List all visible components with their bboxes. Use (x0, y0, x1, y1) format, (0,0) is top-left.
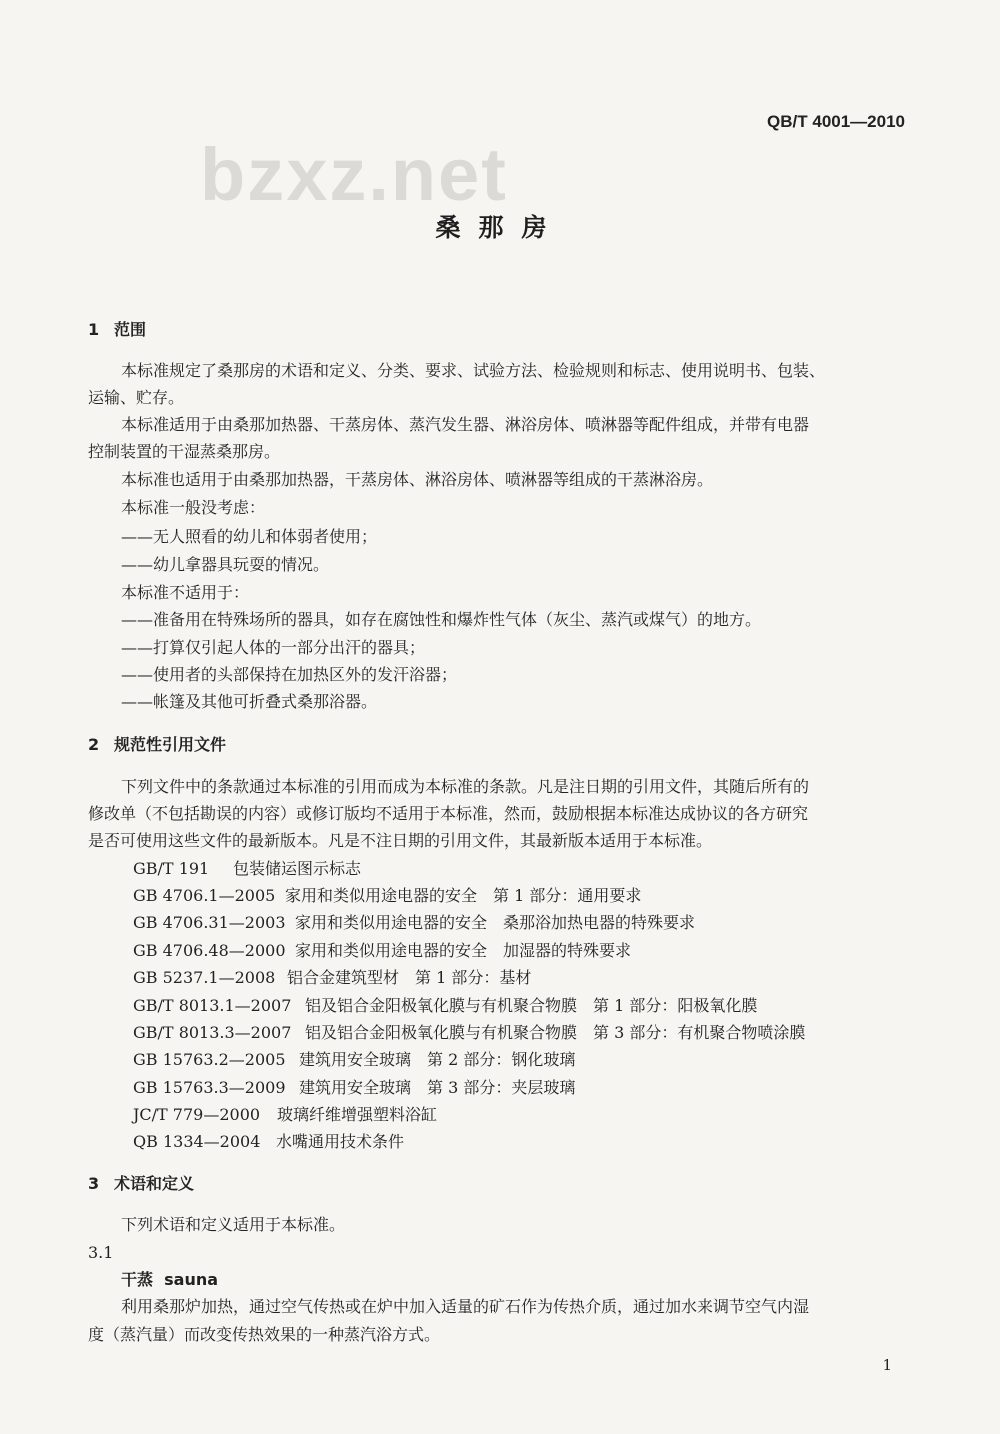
reference-item (133, 996, 757, 1016)
paragraph-line: 控制装置的干湿蒸桑那房。 (88, 442, 281, 461)
reference-item (133, 1105, 437, 1125)
reference-title: 铝及铝合金阳极氧化膜与有机聚合物膜 第 1 部分：阳极氧化膜 (305, 996, 758, 1015)
reference-code: GB/T 191 (133, 859, 210, 878)
reference-item (133, 1132, 404, 1152)
paragraph-line: 本标准一般没考虑： (121, 498, 266, 517)
clause-number: 3.1 (88, 1243, 114, 1262)
reference-title: 铝及铝合金阳极氧化膜与有机聚合物膜 第 3 部分：有机聚合物喷涂膜 (305, 1023, 806, 1042)
paragraph-line: 本标准也适用于由桑那加热器，干蒸房体、淋浴房体、喷淋器等组成的干蒸淋浴房。 (121, 470, 714, 489)
reference-code: GB 5237.1—2008 (133, 968, 276, 987)
paragraph-line: 修改单（不包括勘误的内容）或修订版均不适用于本标准，然而，鼓励根据本标准达成协议的各方研究 (88, 804, 809, 823)
definition-line: 度（蒸汽量）而改变传热效果的一种蒸汽浴方式。 (88, 1325, 441, 1344)
page-title: 桑那房 (435, 213, 565, 242)
reference-code: GB 15763.2—2005 (133, 1050, 286, 1069)
reference-item (133, 913, 695, 933)
list-item: ——准备用在特殊场所的器具，如存在腐蚀性和爆炸性气体（灰尘、蒸汽或煤气）的地方。 (121, 610, 762, 629)
watermark: bzxz.net (200, 133, 508, 216)
standard-code: QB/T 4001—2010 (767, 112, 905, 131)
list-item: ——使用者的头部保持在加热区外的发汗浴器； (121, 665, 458, 684)
reference-item (133, 1050, 575, 1070)
list-item: ——帐篷及其他可折叠式桑那浴器。 (121, 692, 378, 711)
section-number: 1 (88, 320, 100, 339)
reference-title: 家用和类似用途电器的安全 第 1 部分：通用要求 (285, 886, 642, 905)
reference-item (133, 968, 531, 988)
reference-title: 建筑用安全玻璃 第 3 部分：夹层玻璃 (299, 1078, 576, 1097)
reference-item (133, 941, 631, 961)
section-1-heading (88, 320, 146, 340)
reference-code: GB 4706.1—2005 (133, 886, 276, 905)
page-number: 1 (882, 1356, 892, 1374)
paragraph-line: 下列文件中的条款通过本标准的引用而成为本标准的条款。凡是注日期的引用文件，其随后所有的 (121, 777, 810, 796)
reference-title: 建筑用安全玻璃 第 2 部分：钢化玻璃 (299, 1050, 576, 1069)
term-entry (121, 1270, 218, 1290)
reference-title: 水嘴通用技术条件 (276, 1132, 405, 1151)
section-number: 2 (88, 735, 100, 754)
section-title: 规范性引用文件 (114, 735, 227, 754)
term-chinese: 干蒸 (121, 1270, 154, 1289)
list-item: ——打算仅引起人体的一部分出汗的器具； (121, 638, 426, 657)
paragraph-line: 本标准不适用于： (121, 583, 250, 602)
reference-title: 铝合金建筑型材 第 1 部分：基材 (287, 968, 532, 987)
reference-item (133, 1023, 805, 1043)
paragraph-line: 本标准适用于由桑那加热器、干蒸房体、蒸汽发生器、淋浴房体、喷淋器等配件组成，并带有电器 (121, 415, 810, 434)
reference-title: 家用和类似用途电器的安全 桑那浴加热电器的特殊要求 (295, 913, 696, 932)
section-number: 3 (88, 1174, 100, 1193)
reference-code: QB 1334—2004 (133, 1132, 261, 1151)
reference-title: 家用和类似用途电器的安全 加湿器的特殊要求 (295, 941, 632, 960)
reference-code: GB 4706.31—2003 (133, 913, 286, 932)
definition-line: 利用桑那炉加热，通过空气传热或在炉中加入适量的矿石作为传热介质，通过加水来调节空气内湿 (121, 1297, 810, 1316)
section-title: 范围 (114, 320, 147, 339)
reference-code: GB/T 8013.3—2007 (133, 1023, 292, 1042)
reference-code: GB 15763.3—2009 (133, 1078, 286, 1097)
section-title: 术语和定义 (114, 1174, 195, 1193)
section-2-heading (88, 735, 226, 755)
paragraph-line: 是否可使用这些文件的最新版本。凡是不注日期的引用文件，其最新版本适用于本标准。 (88, 831, 713, 850)
paragraph-line: 下列术语和定义适用于本标准。 (121, 1215, 346, 1234)
reference-item (133, 859, 361, 879)
reference-item (133, 1078, 575, 1098)
reference-item (133, 886, 641, 906)
section-3-heading (88, 1174, 194, 1194)
reference-code: JC/T 779—2000 (133, 1105, 261, 1124)
paragraph-line: 本标准规定了桑那房的术语和定义、分类、要求、试验方法、检验规则和标志、使用说明书、包装、 (121, 361, 826, 380)
reference-title: 包装储运图示标志 (233, 859, 362, 878)
list-item: ——无人照看的幼儿和体弱者使用； (121, 527, 378, 546)
paragraph-line: 运输、贮存。 (88, 388, 185, 407)
reference-code: GB/T 8013.1—2007 (133, 996, 292, 1015)
reference-code: GB 4706.48—2000 (133, 941, 286, 960)
list-item: ——幼儿拿器具玩耍的情况。 (121, 555, 330, 574)
reference-title: 玻璃纤维增强塑料浴缸 (277, 1105, 438, 1124)
term-english: sauna (164, 1270, 219, 1289)
